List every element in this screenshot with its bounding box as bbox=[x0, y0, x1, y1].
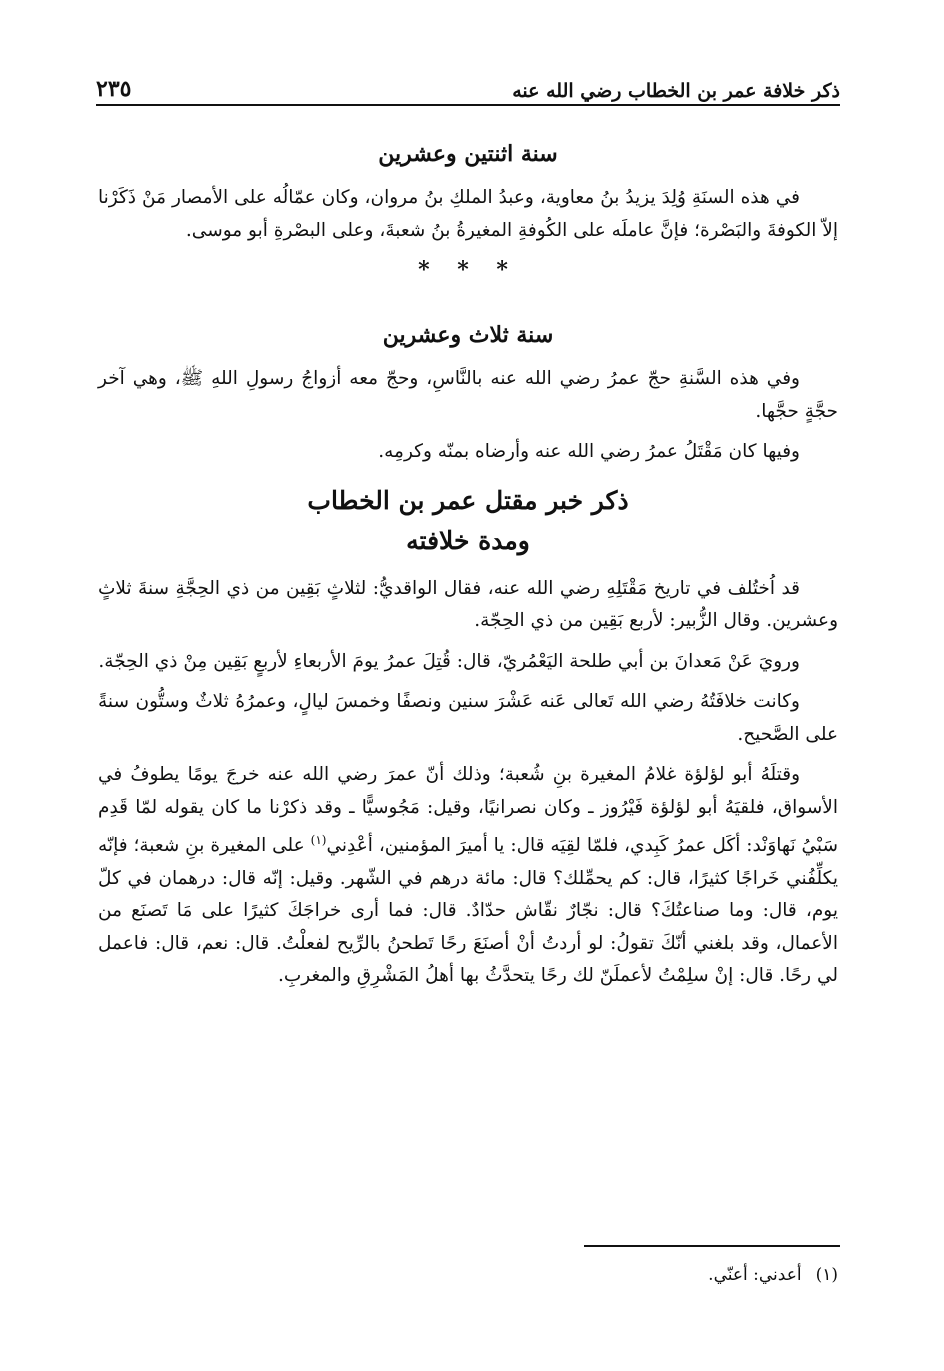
page-number: ٢٣٥ bbox=[96, 76, 132, 102]
paragraph-killing-note: وفيها كان مَقْتَلُ عمرُ رضي الله عنه وأرضاه بمنّه وكرمِه. bbox=[378, 441, 800, 462]
chapter-heading-line2: ومدة خلافته bbox=[406, 525, 530, 555]
page-body bbox=[98, 136, 838, 1001]
running-header bbox=[96, 66, 840, 102]
section-separator: * * * bbox=[418, 257, 518, 283]
footnote-rule bbox=[584, 1245, 840, 1247]
paragraph-year-22: في هذه السنَةِ وُلِدَ يزيدُ بنُ معاوية، وعبدُ الملكِ بنُ مروان، وكان عمّالُه على الأمصار مَنْ ذَكَرْنا إلاّ الكوفةَ والبَصْرة؛ فإنَّ عاملَه على الكُوفةِ المغيرةُ بنُ شعبةَ، وعلى البصْرةِ أبو موسى. bbox=[98, 187, 838, 241]
running-title: ذكر خلافة عمر بن الخطاب رضي الله عنه bbox=[512, 80, 840, 102]
abu-lulua-text-part1: وقتلَهُ أبو لؤلؤة غلامُ المغيرة بنِ شُعبة؛ وذلك أنّ عمرَ رضي الله عنه خرجَ يومًا يطوفُ في الأسواق، فلقيَهُ أبو لؤلؤة فَيْرُوز ـ وكان نصرانيًا، وقيل: مَجُوسيًّا ـ وقد ذكرْنا ما كان يقوله لمّا قَدِم سَبْيُ نَهاوَنْد: أكَل عمرُ كَبِدي، فلمّا لقِيَه قال: يا أميرَ المؤمنين، أعْدِني bbox=[98, 764, 839, 857]
footnote-text: أعدني: أعنّي. bbox=[708, 1265, 802, 1285]
paragraph-caliphate-length: وكانت خلافَتُهُ رضي الله تَعالى عَنه عَشْرَ سنين ونصفًا وخمسَ ليالٍ، وعمرُهُ ثلاثٌ وستُّون سنةً على الصَّحيح. bbox=[98, 691, 838, 745]
paragraph-pilgrimage: وفي هذه السَّنةِ حجّ عمرُ رضي الله عنه بالنَّاسِ، وحجّ معه أزواجُ رسولِ اللهِ ﷺ، وهي آخر حجَّةٍ حجَّها. bbox=[98, 368, 838, 422]
footnote bbox=[708, 1262, 838, 1288]
chapter-heading-line1: ذكر خبر مقتل عمر بن الخطاب bbox=[307, 485, 629, 515]
paragraph-madan-report: ورويَ عَنْ مَعدانَ بن أبي طلحة اليَعْمُريّ، قال: قُتِلَ عمرُ يومَ الأربعاءِ لأربعٍ بَقِين مِنْ ذي الحِجّة. bbox=[98, 650, 800, 672]
abu-lulua-text-part2: على المغيرة بنِ شعبة؛ فإنّه يكلِّفُني خَراجًا كثيرًا، قال: كم يحمِّلك؟ قال: مائة درهم في الشّهر. وقيل: إنّه قال: درهمان في كلّ يوم، قال: وما صناعتُكَ؟ قال: نجّارٌ نقّاش حدّادٌ. قال: فما أرى خراجَكَ كثيرًا على مَا تَصنَع من الأعمال، وقد بلغني أنّكَ تقولُ: لو أردتُ أنْ أصنَعَ رحًا تَطحنُ بالرِّيح لفعلْتُ. قال: نعم، قال: فاعمل لي رحًا. قال: إنْ سلِمْتُ لأعملَنّ لك رحًا يتحدَّثُ بها أهلُ المَشْرِقِ والمغربِ. bbox=[98, 835, 838, 987]
header-rule bbox=[96, 104, 840, 106]
section-heading-year-23: سنة ثلاث وعشرين bbox=[382, 322, 554, 348]
paragraph-abu-lulua bbox=[98, 759, 838, 993]
footnote-marker: (١) bbox=[815, 1265, 838, 1285]
paragraph-date-dispute: قد اُختُلف في تاريخ مَقْتَلِهِ رضي الله عنه، فقال الواقديُّ: لثلاثٍ بَقِين من ذي الحِجَّةِ سنةَ ثلاثٍ وعشرين. وقال الزُّبير: لأربع بَقِين من ذي الحِجّة. bbox=[98, 577, 838, 631]
section-heading-year-22: سنة اثنتين وعشرين bbox=[378, 141, 558, 167]
footnote-reference: (١) bbox=[310, 833, 327, 847]
